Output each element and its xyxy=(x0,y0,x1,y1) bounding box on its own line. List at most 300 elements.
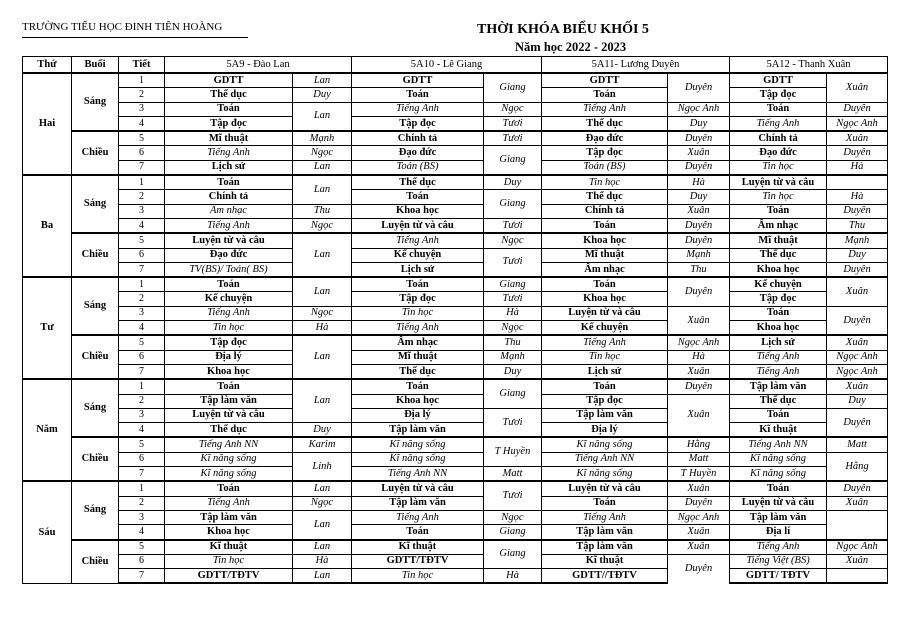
subject-cell: Toán (BS) xyxy=(352,160,484,175)
table-row xyxy=(23,394,888,408)
teacher-cell: Lan xyxy=(293,335,352,379)
subject-cell: Tập đọc xyxy=(165,116,293,131)
teacher-cell: Lan xyxy=(293,569,352,584)
school-underline xyxy=(22,37,248,38)
subject-cell: Kĩ năng sống xyxy=(730,467,827,482)
period-cell: 5 xyxy=(119,233,165,248)
subject-cell: Âm nhạc xyxy=(730,218,827,233)
teacher-cell: Tươi xyxy=(484,116,542,131)
teacher-cell: Matt xyxy=(827,437,888,452)
period-cell: 2 xyxy=(119,190,165,204)
teacher-cell: Xuân xyxy=(668,306,730,335)
table-row xyxy=(23,569,888,584)
teacher-cell: Duyên xyxy=(827,102,888,116)
subject-cell: Toán xyxy=(542,277,668,292)
day-cell: Năm xyxy=(23,379,72,481)
teacher-cell: Tươi xyxy=(484,408,542,437)
subject-cell: Tập làm văn xyxy=(730,510,827,524)
subject-cell: Tiếng Anh NN xyxy=(730,437,827,452)
subject-cell: Tiếng Anh xyxy=(165,146,293,160)
subject-cell: Kĩ thuật xyxy=(165,540,293,555)
teacher-cell: Duy xyxy=(484,364,542,379)
table-row xyxy=(23,510,888,524)
subject-cell: GDTT xyxy=(730,73,827,88)
teacher-cell: Lan xyxy=(293,481,352,496)
subject-cell: Tập đọc xyxy=(730,88,827,102)
teacher-cell: Duy xyxy=(484,175,542,190)
teacher-cell: Ngọc xyxy=(484,102,542,116)
table-row xyxy=(23,233,888,248)
subject-cell: GDTT xyxy=(542,73,668,88)
subject-cell: Toán xyxy=(352,190,484,204)
teacher-cell: Ngọc xyxy=(484,321,542,336)
period-cell: 2 xyxy=(119,394,165,408)
table-row xyxy=(23,540,888,555)
teacher-cell: T Huyền xyxy=(484,437,542,466)
subject-cell: Âm nhạc xyxy=(542,262,668,277)
period-cell: 1 xyxy=(119,277,165,292)
teacher-cell: Duyên xyxy=(668,233,730,248)
subject-cell: Thể dục xyxy=(730,248,827,262)
teacher-cell: Xuân xyxy=(668,204,730,218)
teacher-cell: Duyên xyxy=(668,554,730,583)
subject-cell: Thể dục xyxy=(165,423,293,438)
subject-cell: Luyện từ và câu xyxy=(542,306,668,320)
subject-cell: GDTT xyxy=(165,73,293,88)
teacher-cell: Ngọc xyxy=(293,306,352,320)
subject-cell: Toán xyxy=(730,204,827,218)
table-row xyxy=(23,364,888,379)
subject-cell: Luyện từ và câu xyxy=(730,175,827,190)
subject-cell: Thể dục xyxy=(730,394,827,408)
subject-cell: Tiếng Anh xyxy=(165,496,293,510)
subject-cell: Kĩ năng sống xyxy=(542,467,668,482)
subject-cell: Tin học xyxy=(730,190,827,204)
subject-cell: Tập làm văn xyxy=(165,394,293,408)
period-cell: 5 xyxy=(119,437,165,452)
teacher-cell: Duyên xyxy=(827,481,888,496)
period-cell: 2 xyxy=(119,88,165,102)
session-cell: Sáng xyxy=(72,73,119,131)
period-cell: 2 xyxy=(119,496,165,510)
subject-cell: Đạo đức xyxy=(542,131,668,146)
teacher-cell: Duyên xyxy=(827,146,888,160)
period-cell: 6 xyxy=(119,554,165,568)
subject-cell: Toán xyxy=(730,481,827,496)
subject-cell: Đạo đức xyxy=(730,146,827,160)
subject-cell: Toán xyxy=(165,379,293,394)
period-cell: 4 xyxy=(119,321,165,336)
subject-cell: Kể chuyện xyxy=(165,292,293,306)
teacher-cell xyxy=(827,510,888,539)
subject-cell: Tin học xyxy=(352,306,484,320)
teacher-cell: Hà xyxy=(668,350,730,364)
table-row xyxy=(23,481,888,496)
subject-cell: Tiếng Anh xyxy=(730,364,827,379)
teacher-cell: Xuân xyxy=(668,481,730,496)
subject-cell: Thể dục xyxy=(542,190,668,204)
teacher-cell: Giang xyxy=(484,73,542,102)
subject-cell: Tiếng Anh NN xyxy=(165,437,293,452)
table-row xyxy=(23,437,888,452)
teacher-cell: Linh xyxy=(293,452,352,481)
teacher-cell: Hằng xyxy=(827,452,888,481)
subject-cell: Tập làm văn xyxy=(352,423,484,438)
subject-cell: Toán xyxy=(352,525,484,540)
teacher-cell: Duyên xyxy=(827,408,888,437)
teacher-cell: Ngọc Anh xyxy=(827,116,888,131)
subject-cell: Tập đọc xyxy=(352,116,484,131)
subject-cell: Thể dục xyxy=(542,116,668,131)
period-cell: 6 xyxy=(119,452,165,466)
col-class-5a12: 5A12 - Thanh Xuân xyxy=(730,57,888,74)
teacher-cell: Ngọc xyxy=(293,496,352,510)
teacher-cell: Xuân xyxy=(827,335,888,350)
teacher-cell: Thu xyxy=(293,204,352,218)
session-cell: Chiều xyxy=(72,233,119,277)
teacher-cell: Mạnh xyxy=(293,131,352,146)
subject-cell: Kĩ năng sống xyxy=(352,437,484,452)
period-cell: 3 xyxy=(119,408,165,422)
subject-cell: Tập làm văn xyxy=(542,525,668,540)
teacher-cell: Xuân xyxy=(827,496,888,510)
teacher-cell: Tươi xyxy=(484,248,542,277)
subject-cell: Địa lý xyxy=(542,423,668,438)
col-class-5a11: 5A11- Lương Duyên xyxy=(542,57,730,74)
subject-cell: Âm nhạc xyxy=(352,335,484,350)
subject-cell: Toán xyxy=(542,379,668,394)
subject-cell: Mĩ thuật xyxy=(352,350,484,364)
subject-cell: Tập đọc xyxy=(730,292,827,306)
subject-cell: Kĩ thuật xyxy=(542,554,668,568)
subject-cell: GDTT/ TĐTV xyxy=(730,569,827,584)
teacher-cell: Ngọc Anh xyxy=(668,510,730,524)
period-cell: 3 xyxy=(119,204,165,218)
subject-cell: Địa lý xyxy=(165,350,293,364)
subject-cell: Tập làm văn xyxy=(730,379,827,394)
period-cell: 7 xyxy=(119,262,165,277)
teacher-cell: T Huyền xyxy=(668,467,730,482)
teacher-cell: Lan xyxy=(293,379,352,422)
teacher-cell: Xuân xyxy=(827,554,888,568)
table-row xyxy=(23,452,888,466)
subject-cell: Thể dục xyxy=(165,88,293,102)
session-cell: Sáng xyxy=(72,481,119,539)
period-cell: 6 xyxy=(119,146,165,160)
subject-cell: Tập đọc xyxy=(165,335,293,350)
teacher-cell: Xuân xyxy=(827,277,888,306)
col-class-5a10: 5A10 - Lê Giang xyxy=(352,57,542,74)
subject-cell: Tiếng Anh xyxy=(730,350,827,364)
period-cell: 6 xyxy=(119,248,165,262)
period-cell: 6 xyxy=(119,350,165,364)
table-row xyxy=(23,248,888,262)
session-cell: Chiều xyxy=(72,540,119,584)
table-row xyxy=(23,525,888,540)
subject-cell: Lịch sử xyxy=(165,160,293,175)
subject-cell: Kĩ năng sống xyxy=(165,467,293,482)
teacher-cell: Xuân xyxy=(668,394,730,437)
subject-cell: Tiếng Anh xyxy=(165,218,293,233)
subject-cell: Kĩ năng sống xyxy=(542,437,668,452)
subject-cell: Toán xyxy=(542,218,668,233)
table-row xyxy=(23,335,888,350)
subject-cell: Kĩ năng sống xyxy=(352,452,484,466)
subject-cell: Tiếng Anh xyxy=(730,116,827,131)
subject-cell: Khoa học xyxy=(730,262,827,277)
teacher-cell: Hà xyxy=(484,306,542,320)
teacher-cell: Ngọc xyxy=(293,146,352,160)
table-row xyxy=(23,73,888,88)
table-row xyxy=(23,277,888,292)
subject-cell: Luyện từ và câu xyxy=(730,496,827,510)
period-cell: 5 xyxy=(119,335,165,350)
teacher-cell: Duyên xyxy=(827,204,888,218)
subject-cell: Tin học xyxy=(730,160,827,175)
table-row xyxy=(23,554,888,568)
teacher-cell: Lan xyxy=(293,540,352,555)
subject-cell: Âm nhạc xyxy=(165,204,293,218)
subject-cell: Tiếng Anh xyxy=(352,321,484,336)
teacher-cell: Duyên xyxy=(668,379,730,394)
subject-cell: Luyện từ và câu xyxy=(352,218,484,233)
teacher-cell: Ngọc Anh xyxy=(668,335,730,350)
teacher-cell: Mạnh xyxy=(668,248,730,262)
table-row xyxy=(23,321,888,336)
col-tiet: Tiết xyxy=(119,57,165,74)
period-cell: 5 xyxy=(119,131,165,146)
subject-cell: Tiếng Anh xyxy=(542,335,668,350)
subject-cell: Mĩ thuật xyxy=(165,131,293,146)
subject-cell: Thể dục xyxy=(352,175,484,190)
teacher-cell: Duyên xyxy=(668,277,730,306)
school-year: Năm học 2022 - 2023 xyxy=(515,40,627,54)
teacher-cell: Lan xyxy=(293,175,352,204)
period-cell: 7 xyxy=(119,364,165,379)
table-row xyxy=(23,292,888,306)
subject-cell: Toán xyxy=(165,175,293,190)
subject-cell: Toán xyxy=(352,379,484,394)
col-buoi: Buổi xyxy=(72,57,119,74)
teacher-cell: Duyên xyxy=(827,262,888,277)
subject-cell: Tiếng Anh xyxy=(352,233,484,248)
table-row xyxy=(23,160,888,175)
subject-cell: Tập làm văn xyxy=(542,408,668,422)
period-cell: 1 xyxy=(119,175,165,190)
teacher-cell: Tươi xyxy=(484,131,542,146)
session-cell: Chiều xyxy=(72,335,119,379)
teacher-cell: Thu xyxy=(827,218,888,233)
subject-cell: Luyện từ và câu xyxy=(165,408,293,422)
subject-cell: Kĩ thuật xyxy=(352,540,484,555)
subject-cell: Tin học xyxy=(165,321,293,336)
subject-cell: Chính tả xyxy=(730,131,827,146)
period-cell: 1 xyxy=(119,379,165,394)
subject-cell: Luyện từ và câu xyxy=(352,481,484,496)
timetable-body xyxy=(23,73,888,583)
table-row xyxy=(23,496,888,510)
day-cell: Sáu xyxy=(23,481,72,583)
period-cell: 4 xyxy=(119,423,165,438)
period-cell: 2 xyxy=(119,292,165,306)
period-cell: 5 xyxy=(119,540,165,555)
period-cell: 7 xyxy=(119,569,165,584)
table-row xyxy=(23,175,888,190)
teacher-cell: Xuân xyxy=(668,364,730,379)
subject-cell: Kể chuyện xyxy=(542,321,668,336)
subject-cell: TV(BS)/ Toán( BS) xyxy=(165,262,293,277)
subject-cell: Tiếng Anh xyxy=(352,510,484,524)
teacher-cell: Lan xyxy=(293,233,352,277)
teacher-cell: Duyên xyxy=(668,131,730,146)
subject-cell: Luyện từ và câu xyxy=(165,233,293,248)
teacher-cell: Hà xyxy=(668,175,730,190)
teacher-cell: Giang xyxy=(484,277,542,292)
session-cell: Sáng xyxy=(72,175,119,233)
period-cell: 3 xyxy=(119,306,165,320)
table-row xyxy=(23,88,888,102)
day-cell: Ba xyxy=(23,175,72,277)
teacher-cell: Ngọc Anh xyxy=(827,540,888,555)
teacher-cell: Giang xyxy=(484,190,542,219)
subject-cell: Toán xyxy=(352,88,484,102)
teacher-cell: Ngọc Anh xyxy=(827,350,888,364)
teacher-cell: Xuân xyxy=(827,131,888,146)
subject-cell: Tiếng Anh xyxy=(730,540,827,555)
teacher-cell: Tươi xyxy=(484,481,542,510)
col-class-5a9: 5A9 - Đào Lan xyxy=(165,57,352,74)
subject-cell: Đạo đức xyxy=(165,248,293,262)
teacher-cell: Hà xyxy=(827,190,888,204)
teacher-cell: Hà xyxy=(293,554,352,568)
table-row xyxy=(23,116,888,131)
teacher-cell: Xuân xyxy=(827,379,888,394)
subject-cell: GDTT/TĐTV xyxy=(165,569,293,584)
teacher-cell: Lan xyxy=(293,73,352,88)
subject-cell: Địa lý xyxy=(352,408,484,422)
table-row xyxy=(23,467,888,482)
subject-cell: Lịch sử xyxy=(352,262,484,277)
teacher-cell: Mạnh xyxy=(827,233,888,248)
subject-cell: Toán xyxy=(730,408,827,422)
table-row xyxy=(23,146,888,160)
table-row xyxy=(23,218,888,233)
subject-cell: Mĩ thuật xyxy=(730,233,827,248)
subject-cell: Toán xyxy=(730,102,827,116)
subject-cell: Tiếng Anh xyxy=(542,102,668,116)
subject-cell: Tập làm văn xyxy=(542,540,668,555)
teacher-cell: Ngọc xyxy=(484,510,542,524)
teacher-cell xyxy=(827,175,888,190)
subject-cell: Kể chuyện xyxy=(352,248,484,262)
subject-cell: Tiếng Anh xyxy=(542,510,668,524)
subject-cell: GDTT//TĐTV xyxy=(542,569,668,584)
subject-cell: Tiếng Anh xyxy=(165,306,293,320)
teacher-cell: Duy xyxy=(827,394,888,408)
table-row xyxy=(23,131,888,146)
teacher-cell: Giang xyxy=(484,540,542,569)
subject-cell: GDTT/TĐTV xyxy=(352,554,484,568)
teacher-cell: Ngọc xyxy=(484,233,542,248)
teacher-cell: Hà xyxy=(827,160,888,175)
table-row xyxy=(23,190,888,204)
subject-cell: Khoa học xyxy=(542,233,668,248)
subject-cell: Khoa học xyxy=(352,204,484,218)
teacher-cell: Lan xyxy=(293,510,352,539)
page-title: THỜI KHÓA BIỂU KHỐI 5 xyxy=(477,22,649,37)
teacher-cell: Lan xyxy=(293,102,352,131)
subject-cell: Tin học xyxy=(165,554,293,568)
day-cell: Tư xyxy=(23,277,72,379)
teacher-cell: Lan xyxy=(293,277,352,306)
teacher-cell: Ngọc Anh xyxy=(827,364,888,379)
teacher-cell: Thu xyxy=(484,335,542,350)
subject-cell: Toán xyxy=(730,306,827,320)
teacher-cell: Xuân xyxy=(827,73,888,102)
period-cell: 7 xyxy=(119,467,165,482)
teacher-cell: Duy xyxy=(668,116,730,131)
teacher-cell xyxy=(827,569,888,584)
subject-cell: Kể chuyện xyxy=(730,277,827,292)
subject-cell: Tập đọc xyxy=(352,292,484,306)
subject-cell: Tập làm văn xyxy=(165,510,293,524)
subject-cell: Toán xyxy=(352,277,484,292)
subject-cell: Toán xyxy=(542,496,668,510)
subject-cell: Tiếng Anh NN xyxy=(352,467,484,482)
subject-cell: Khoa học xyxy=(352,394,484,408)
teacher-cell: Karim xyxy=(293,437,352,452)
subject-cell: Tin học xyxy=(542,350,668,364)
period-cell: 4 xyxy=(119,525,165,540)
subject-cell: Kĩ năng sống xyxy=(730,452,827,466)
teacher-cell: Giang xyxy=(484,525,542,540)
teacher-cell: Giang xyxy=(484,146,542,175)
subject-cell: Tin học xyxy=(542,175,668,190)
subject-cell: Tiếng Anh xyxy=(352,102,484,116)
table-row xyxy=(23,408,888,422)
subject-cell: Khoa học xyxy=(165,364,293,379)
teacher-cell: Lan xyxy=(293,160,352,175)
col-thu: Thứ xyxy=(23,57,72,74)
subject-cell: Mĩ thuật xyxy=(542,248,668,262)
period-cell: 3 xyxy=(119,510,165,524)
subject-cell: Luyện từ và câu xyxy=(542,481,668,496)
teacher-cell: Ngọc xyxy=(293,218,352,233)
subject-cell: Khoa học xyxy=(165,525,293,540)
subject-cell: Kĩ thuật xyxy=(730,423,827,438)
subject-cell: Chính tả xyxy=(352,131,484,146)
subject-cell: Khoa học xyxy=(730,321,827,336)
subject-cell: Chính tả xyxy=(165,190,293,204)
subject-cell: GDTT xyxy=(352,73,484,88)
table-row xyxy=(23,102,888,116)
teacher-cell: Matt xyxy=(484,467,542,482)
teacher-cell: Hà xyxy=(484,569,542,584)
session-cell: Sáng xyxy=(72,277,119,335)
subject-cell: Toán xyxy=(542,88,668,102)
table-row xyxy=(23,350,888,364)
teacher-cell: Ngọc Anh xyxy=(668,102,730,116)
subject-cell: Lịch sử xyxy=(730,335,827,350)
table-row xyxy=(23,423,888,438)
period-cell: 1 xyxy=(119,73,165,88)
table-row xyxy=(23,262,888,277)
subject-cell: Tiếng Việt (BS) xyxy=(730,554,827,568)
subject-cell: Tập làm văn xyxy=(352,496,484,510)
subject-cell: Địa lí xyxy=(730,525,827,540)
teacher-cell: Duyên xyxy=(668,218,730,233)
teacher-cell: Duy xyxy=(827,248,888,262)
